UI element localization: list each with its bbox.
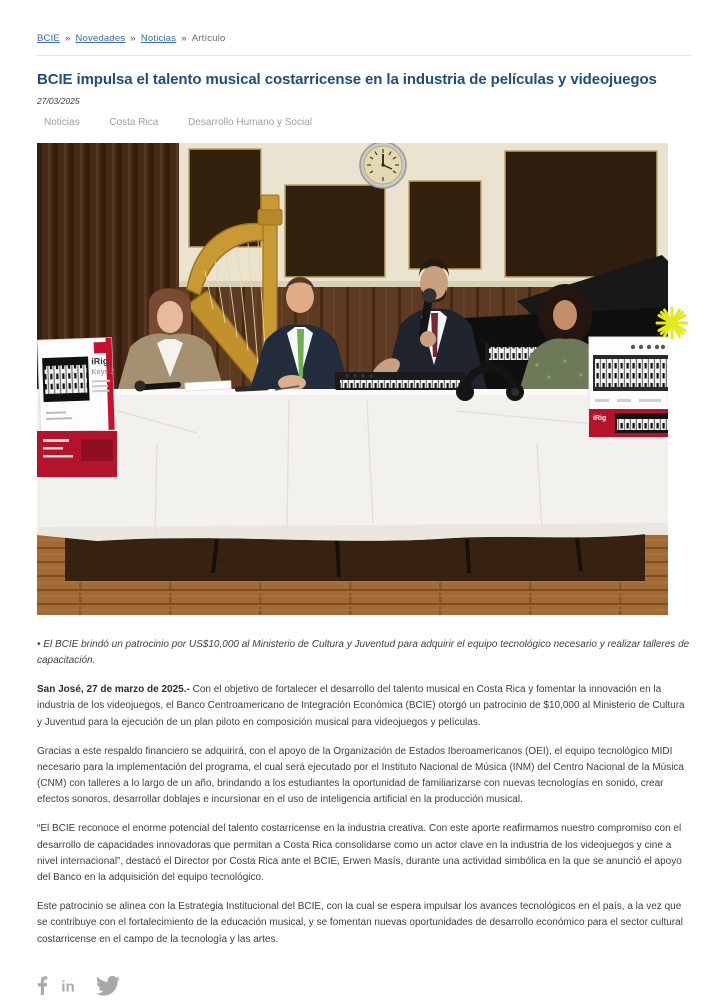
header-divider: [37, 55, 691, 56]
facebook-icon[interactable]: [37, 976, 48, 995]
breadcrumb-separator: »: [64, 33, 71, 44]
article-paragraph-1: [37, 682, 691, 731]
tag-costa-rica[interactable]: Costa Rica: [109, 116, 159, 128]
wall-clock: [360, 143, 406, 188]
article-paragraph-3: “El BCIE reconoce el enorme potencial del talento costarricense en la industria creativa. Con este aporte reafirmamos nuestro compromiso con el desarrollo de capacidades innovadoras que permitan a Costa Rica consolidarse como un actor clave en la industria de los videojuegos y cine a nivel internacional”, destacó el Director por Costa Rica ante el BCIE, Erwen Masís, durante una actividad simbólica en la que se anunció el apoyo del Banco en la adquisición del equipo tecnológico.: [37, 823, 682, 883]
irig-box-left: [37, 337, 117, 476]
tag-noticias[interactable]: Noticias: [44, 116, 80, 128]
breadcrumb-current: Artículo: [191, 33, 226, 44]
tag-desarrollo-humano[interactable]: Desarrollo Humano y Social: [188, 116, 312, 128]
linkedin-icon[interactable]: [61, 978, 83, 994]
dateline-lead: San José, 27 de marzo de 2025.-: [37, 684, 190, 696]
irig-right-brand-label: iRig: [593, 414, 607, 422]
accessibility-asterisk-widget[interactable]: [653, 304, 691, 342]
article-paragraph-4: Este patrocinio se alinea con la Estrategia Institucional del BCIE, con la cual se espera impulsar los avances tecnológicos en el país, a la vez que se contribuye con el fortalecimiento de la educación musical, y se fomentan nuevas oportunidades de desarrollo económico para el sector cultural costarricense en el campo de la tecnología y las artes.: [37, 901, 683, 945]
irig-box-right: [589, 337, 668, 437]
irig-left-model-label: Keys 2: [91, 366, 115, 377]
breadcrumb-separator: »: [130, 33, 136, 44]
breadcrumb-link-bcie[interactable]: BCIE: [37, 33, 60, 44]
article-tags: [37, 117, 691, 128]
breadcrumb: [37, 0, 691, 44]
twitter-icon[interactable]: [96, 976, 120, 996]
article-date: 27/03/2025: [37, 95, 80, 106]
midi-keyboard: [335, 372, 465, 390]
linkedin-glyph: in: [61, 978, 75, 994]
article-paragraph-2: Gracias a este respaldo financiero se adquirirá, con el apoyo de la Organización de Estados Iberoamericanos (OEI), el equipo tecnológico MIDI necesario para la implementación del programa, el cual será ejecutado por el Instituto Nacional de Música (INM) del Centro Nacional de la Música (CNM) con talleres a lo largo de un año, brindando a los estudiantes la oportunidad de familiarizarse con nuevas tecnologías en sonido, crear efectos sonoros, desarrollar doblajes e incursionar en el uso de inteligencia artificial en la producción musical.: [37, 745, 684, 806]
page-title: BCIE impulsa el talento musical costarricense en la industria de películas y videojuegos: [37, 71, 657, 88]
social-share-bar: [37, 975, 691, 997]
irig-left-brand-label: iRig: [91, 355, 109, 367]
breadcrumb-link-noticias[interactable]: Noticias: [140, 33, 177, 44]
photo-caption: • El BCIE brindó un patrocinio por US$10,000 al Ministerio de Cultura y Juventud para adquirir el equipo tecnológico necesario y realizar talleres de capacitación.: [37, 638, 690, 666]
breadcrumb-link-novedades[interactable]: Novedades: [75, 33, 126, 44]
press-table: [37, 389, 668, 541]
breadcrumb-separator: »: [181, 33, 187, 44]
paragraph-text: Con el objetivo de fortalecer el desarrollo del talento musical en Costa Rica y fomentar la innovación en la industria de los videojuegos, el Banco Centroamericano de Integración Económica (BCIE) otorgó un patrocinio de $10,000 al Ministerio de Cultura y Juventud para la ejecución de un plan piloto en composición musical para videojuegos y películas.: [37, 684, 685, 728]
press-conference-photo: [37, 143, 668, 615]
